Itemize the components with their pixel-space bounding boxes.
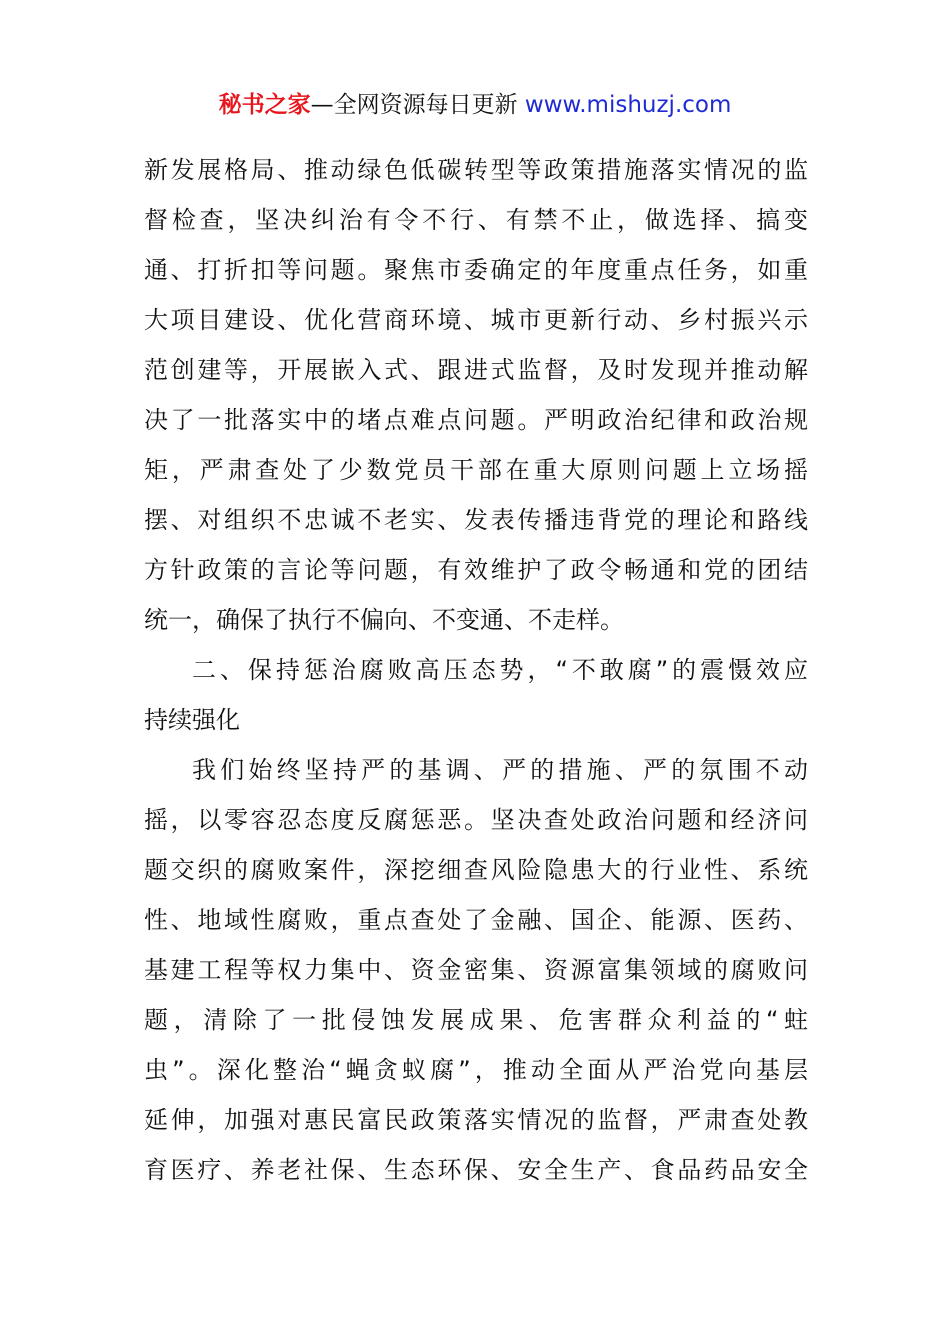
paragraph-line: 决了一批落实中的堵点难点问题。严明政治纪律和政治规 <box>144 406 808 434</box>
paragraph-line: 方针政策的言论等问题，有效维护了政令畅通和党的团结 <box>144 556 808 584</box>
section-heading-line: 二、保持惩治腐败高压态势，“不敢腐”的震慑效应 <box>192 656 808 684</box>
paragraph-line: 新发展格局、推动绿色低碳转型等政策措施落实情况的监 <box>144 156 808 184</box>
document-body <box>144 145 808 1195</box>
paragraph-line: 育医疗、养老社保、生态环保、安全生产、食品药品安全 <box>144 1156 808 1184</box>
site-url-link[interactable]: www.mishuzj.com <box>524 92 732 118</box>
paragraph-line: 题，清除了一批侵蚀发展成果、危害群众利益的“蛀 <box>144 1006 808 1034</box>
paragraph-line: 范创建等，开展嵌入式、跟进式监督，及时发现并推动解 <box>144 356 808 384</box>
paragraph-line: 虫”。深化整治“蝇贪蚁腐”，推动全面从严治党向基层 <box>144 1056 808 1084</box>
paragraph-line: 统一，确保了执行不偏向、不变通、不走样。 <box>144 606 624 634</box>
paragraph-line: 题交织的腐败案件，深挖细查风险隐患大的行业性、系统 <box>144 856 808 884</box>
section-heading-line: 持续强化 <box>144 706 240 734</box>
paragraph-line: 通、打折扣等问题。聚焦市委确定的年度重点任务，如重 <box>144 256 808 284</box>
site-brand: 秘书之家 <box>218 92 311 118</box>
paragraph-line: 性、地域性腐败，重点查处了金融、国企、能源、医药、 <box>144 906 808 934</box>
paragraph-line: 督检查，坚决纠治有令不行、有禁不止，做选择、搞变 <box>144 206 808 234</box>
paragraph-line: 大项目建设、优化营商环境、城市更新行动、乡村振兴示 <box>144 306 808 334</box>
paragraph-line: 我们始终坚持严的基调、严的措施、严的氛围不动 <box>192 756 808 784</box>
paragraph-line: 摇，以零容忍态度反腐惩恶。坚决查处政治问题和经济问 <box>144 806 808 834</box>
paragraph-line: 矩，严肃查处了少数党员干部在重大原则问题上立场摇 <box>144 456 808 484</box>
paragraph-line: 基建工程等权力集中、资金密集、资源富集领域的腐败问 <box>144 956 808 984</box>
paragraph-line: 延伸，加强对惠民富民政策落实情况的监督，严肃查处教 <box>144 1106 808 1134</box>
paragraph-line: 摆、对组织不忠诚不老实、发表传播违背党的理论和路线 <box>144 506 808 534</box>
site-tagline: —全网资源每日更新 <box>310 92 525 118</box>
site-header <box>0 88 950 122</box>
